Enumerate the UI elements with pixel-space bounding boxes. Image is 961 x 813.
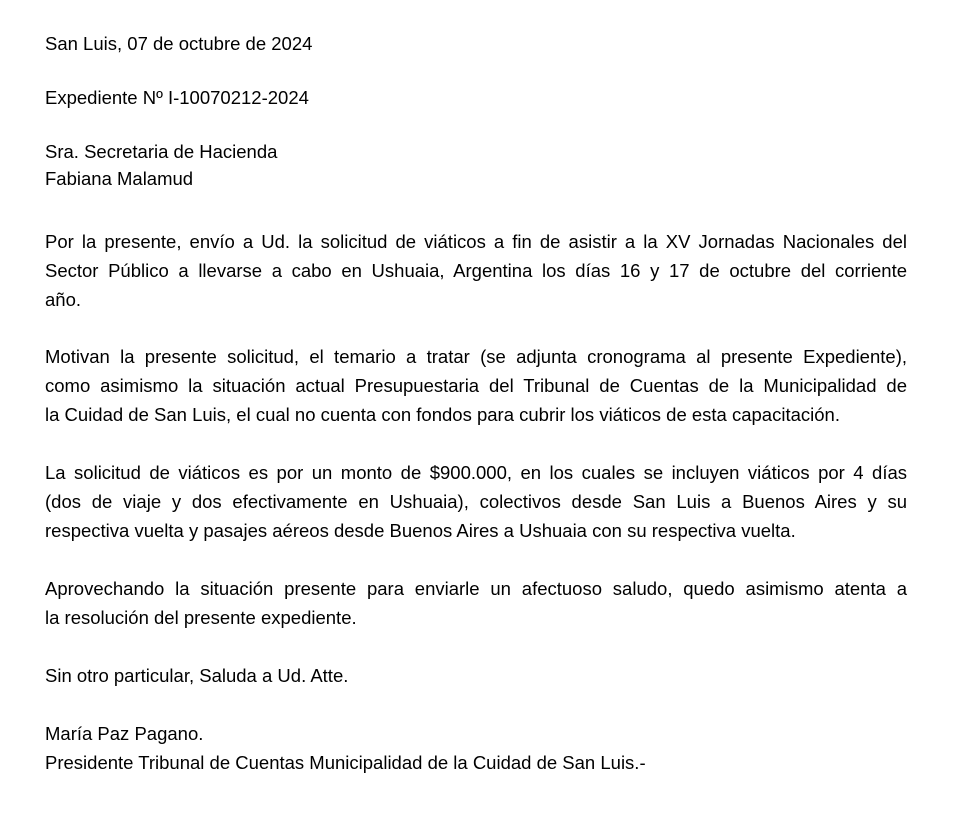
paragraph-line: Aprovechando la situación presente para enviarle un afectuoso saludo, quedo asimismo atenta a	[45, 578, 907, 599]
paragraph-line: Sector Público a llevarse a cabo en Ushuaia, Argentina los días 16 y 17 de octubre del corriente	[45, 260, 907, 281]
signature-position: Presidente Tribunal de Cuentas Municipalidad de la Cuidad de San Luis.-	[45, 752, 646, 773]
paragraph-line: la resolución del presente expediente.	[45, 607, 357, 628]
paragraph-line: año.	[45, 289, 82, 310]
closing-line: Sin otro particular, Saluda a Ud. Atte.	[45, 665, 349, 686]
signature-name: María Paz Pagano.	[45, 723, 204, 744]
paragraph-line: La solicitud de viáticos es por un monto de $900.000, en los cuales se incluyen viáticos por 4 días	[45, 462, 907, 483]
paragraph-line: como asimismo la situación actual Presupuestaria del Tribunal de Cuentas de la Municipalidad de	[45, 375, 907, 396]
expediente-line: Expediente Nº I-10070212-2024	[45, 87, 309, 108]
date-line: San Luis, 07 de octubre de 2024	[45, 33, 313, 54]
paragraph-line: la Cuidad de San Luis, el cual no cuenta con fondos para cubrir los viáticos de esta capacitación.	[45, 404, 840, 425]
paragraph-line: Motivan la presente solicitud, el temario a tratar (se adjunta cronograma al presente Expediente),	[45, 346, 907, 367]
paragraph-line: Por la presente, envío a Ud. la solicitud de viáticos a fin de asistir a la XV Jornadas Nacionales del	[45, 231, 907, 252]
paragraph-line: (dos de viaje y dos efectivamente en Ushuaia), colectivos desde San Luis a Buenos Aires y su	[45, 491, 907, 512]
recipient-name: Fabiana Malamud	[45, 168, 194, 189]
recipient-title: Sra. Secretaria de Hacienda	[45, 141, 278, 162]
paragraph-line: respectiva vuelta y pasajes aéreos desde Buenos Aires a Ushuaia con su respectiva vuelta.	[45, 520, 796, 541]
